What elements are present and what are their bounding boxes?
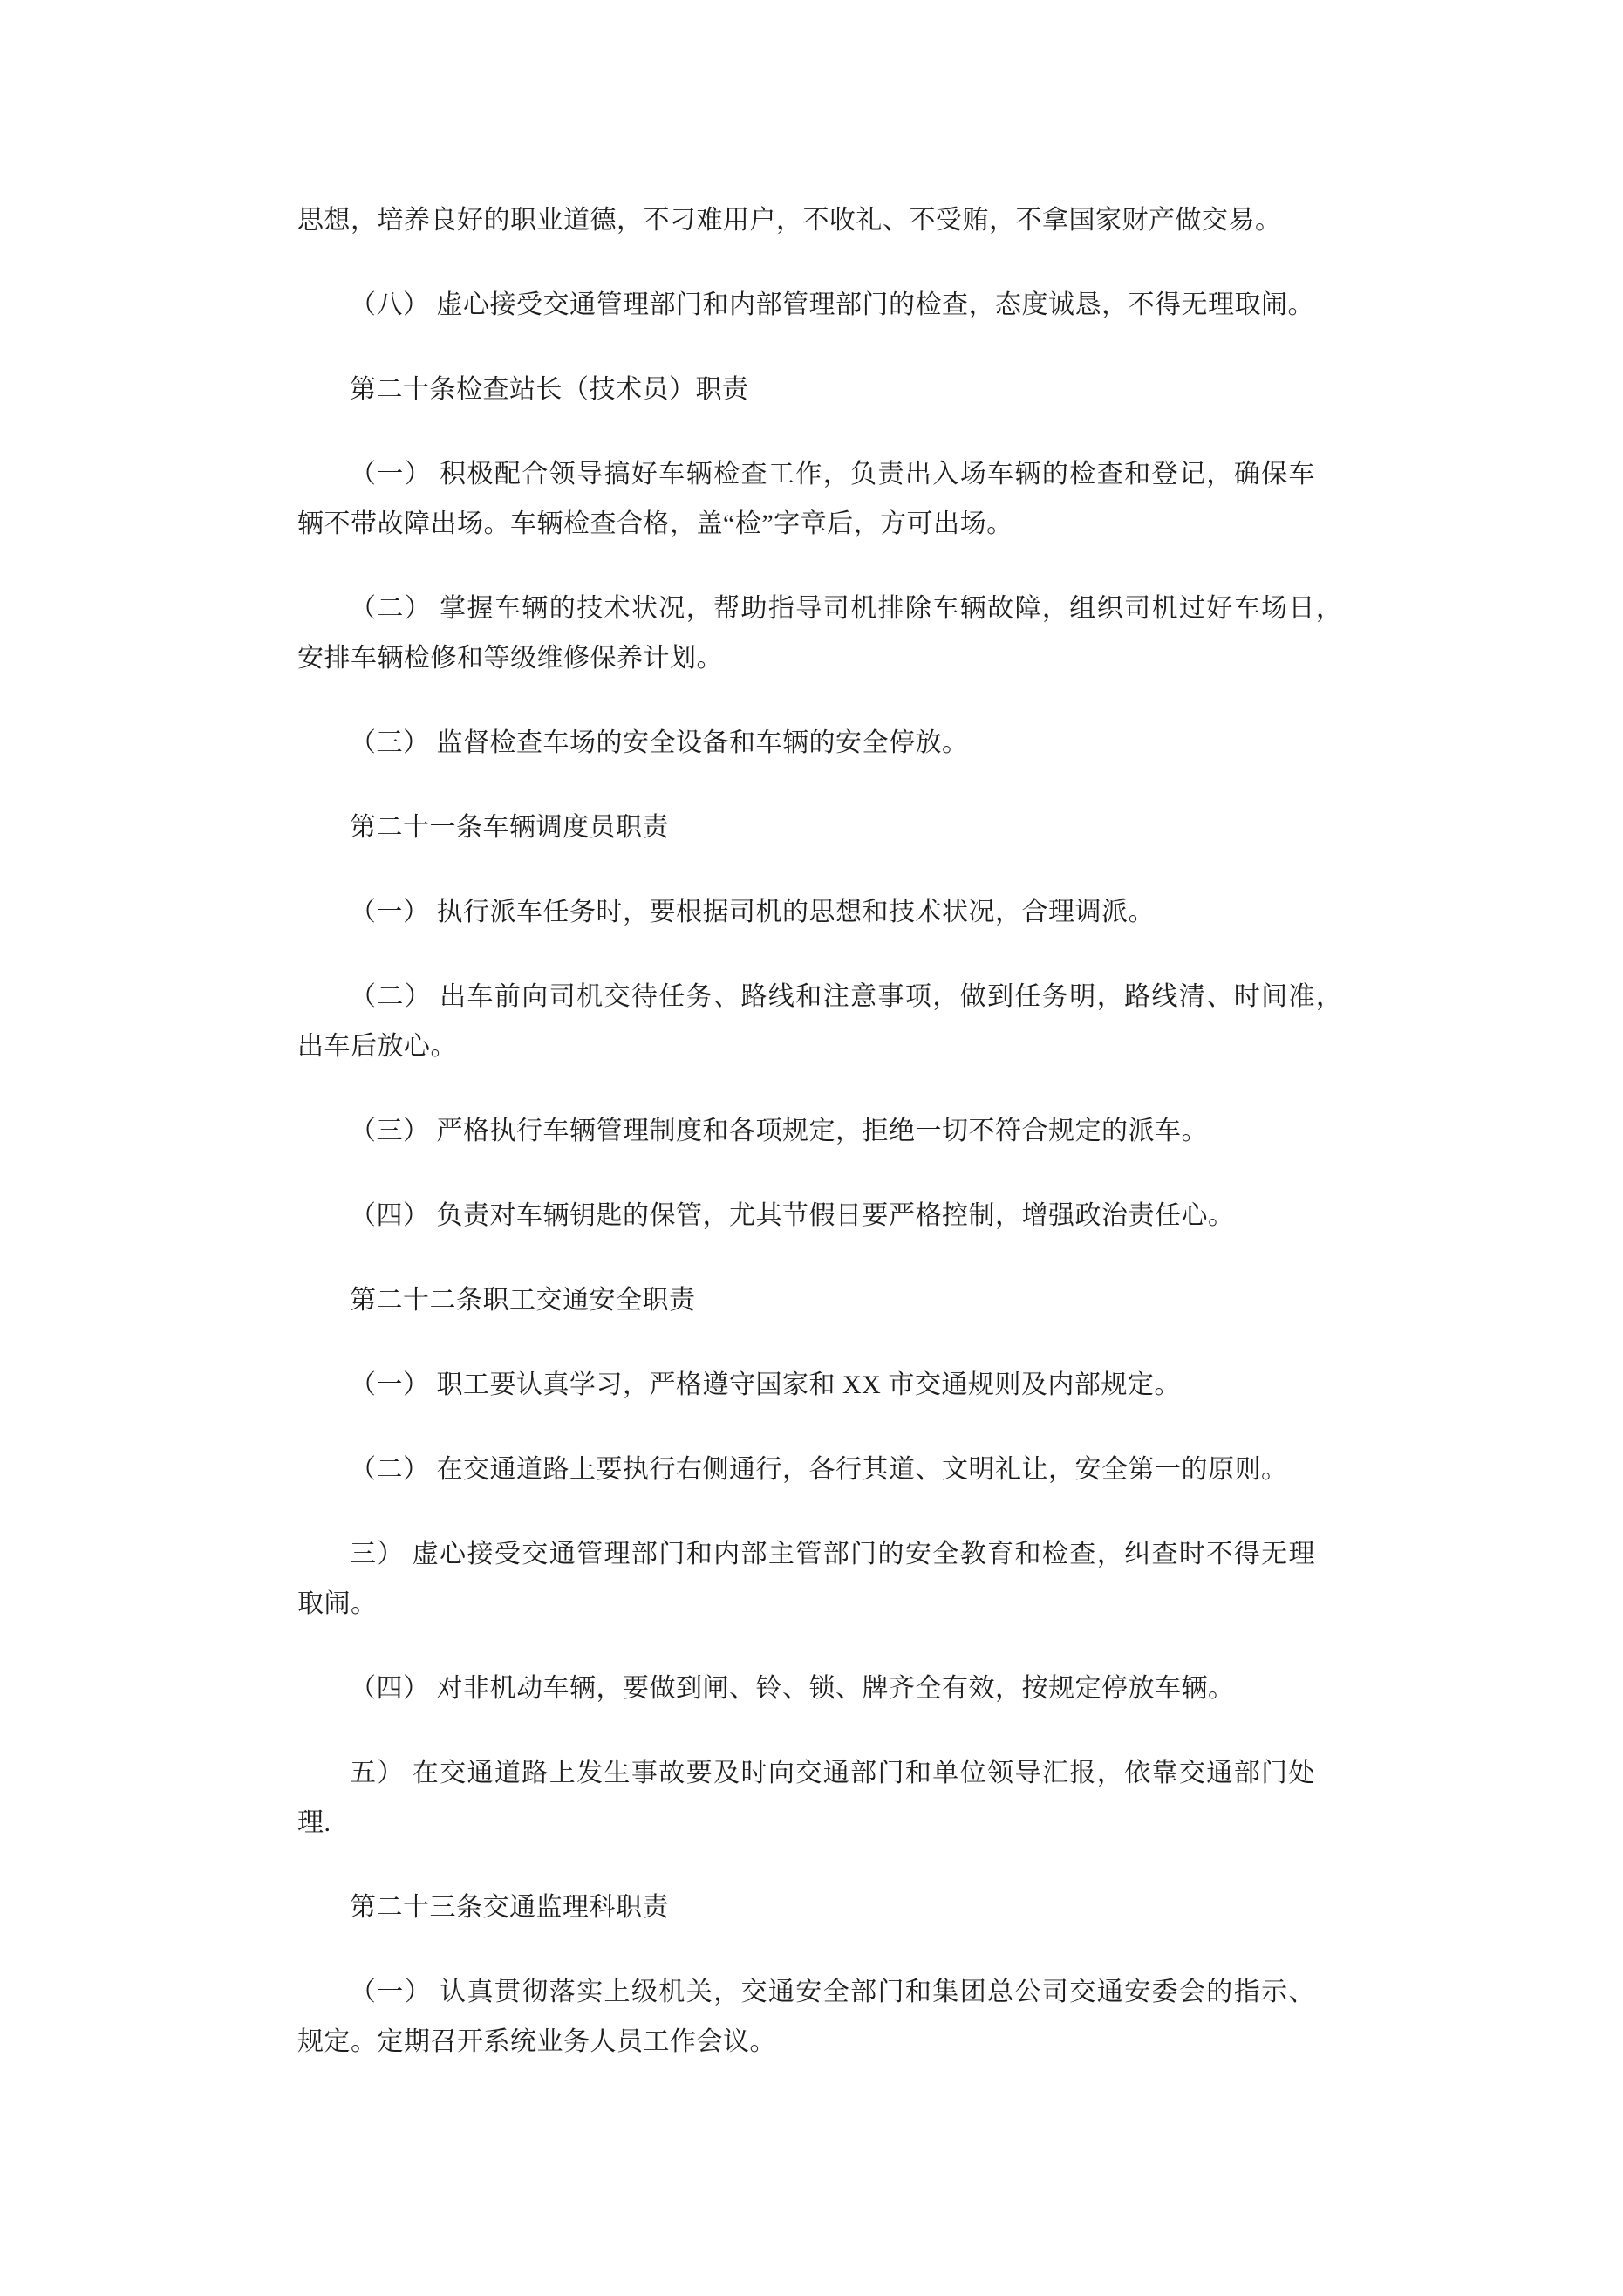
item-line: （一） 认真贯彻落实上级机关，交通安全部门和集团总公司交通安委会的指示、 [350,1978,1316,2006]
item-line: （八） 虚心接受交通管理部门和内部管理部门的检查，态度诚恳，不得无理取闹。 [350,290,1314,319]
item-line: （三） 严格执行车辆管理制度和各项规定，拒绝一切不符合规定的派车。 [350,1117,1208,1145]
heading-line: 第二十三条交通监理科职责 [350,1893,669,1922]
heading-line: 第二十条检查站长（技术员）职责 [350,375,749,404]
body-line: 出车后放心。 [297,1032,457,1061]
item-line: （一） 积极配合领导搞好车辆检查工作，负责出入场车辆的检查和登记，确保车 [350,460,1316,489]
item-line: （三） 监督检查车场的安全设备和车辆的安全停放。 [350,728,969,757]
item-line: （二） 出车前向司机交待任务、路线和注意事项，做到任务明，路线清、时间准， [350,982,1344,1011]
body-line: 辆不带故障出场。车辆检查合格，盖“检”字章后，方可出场。 [297,509,1013,538]
item-line: 三） 虚心接受交通管理部门和内部主管部门的安全教育和检查，纠查时不得无理 [350,1540,1316,1568]
body-line: 规定。定期召开系统业务人员工作会议。 [297,2027,776,2056]
body-line: 取闹。 [297,1589,378,1618]
body-line: 理. [297,1808,331,1837]
item-line: （四） 负责对车辆钥匙的保管，尤其节假日要严格控制，增强政治责任心。 [350,1201,1235,1230]
body-line: 安排车辆检修和等级维修保养计划。 [297,644,723,673]
item-line: （二） 在交通道路上要执行右侧通行，各行其道、文明礼让，安全第一的原则。 [350,1455,1288,1484]
item-line: （二） 掌握车辆的技术状况，帮助指导司机排除车辆故障，组织司机过好车场日， [350,594,1344,623]
heading-line: 第二十一条车辆调度员职责 [350,813,669,842]
document-page [297,195,1344,2067]
heading-line: 第二十二条职工交通安全职责 [350,1286,696,1315]
item-line: （一） 职工要认真学习，严格遵守国家和 XX 市交通规则及内部规定。 [350,1370,1181,1399]
body-line: 思想，培养良好的职业道德，不刁难用户，不收礼、不受贿，不拿国家财产做交易。 [297,206,1282,235]
item-line: （一） 执行派车任务时，要根据司机的思想和技术状况，合理调派。 [350,898,1155,926]
item-line: 五） 在交通道路上发生事故要及时向交通部门和单位领导汇报，依靠交通部门处 [350,1759,1316,1787]
item-line: （四） 对非机动车辆，要做到闸、铃、锁、牌齐全有效，按规定停放车辆。 [350,1674,1235,1703]
